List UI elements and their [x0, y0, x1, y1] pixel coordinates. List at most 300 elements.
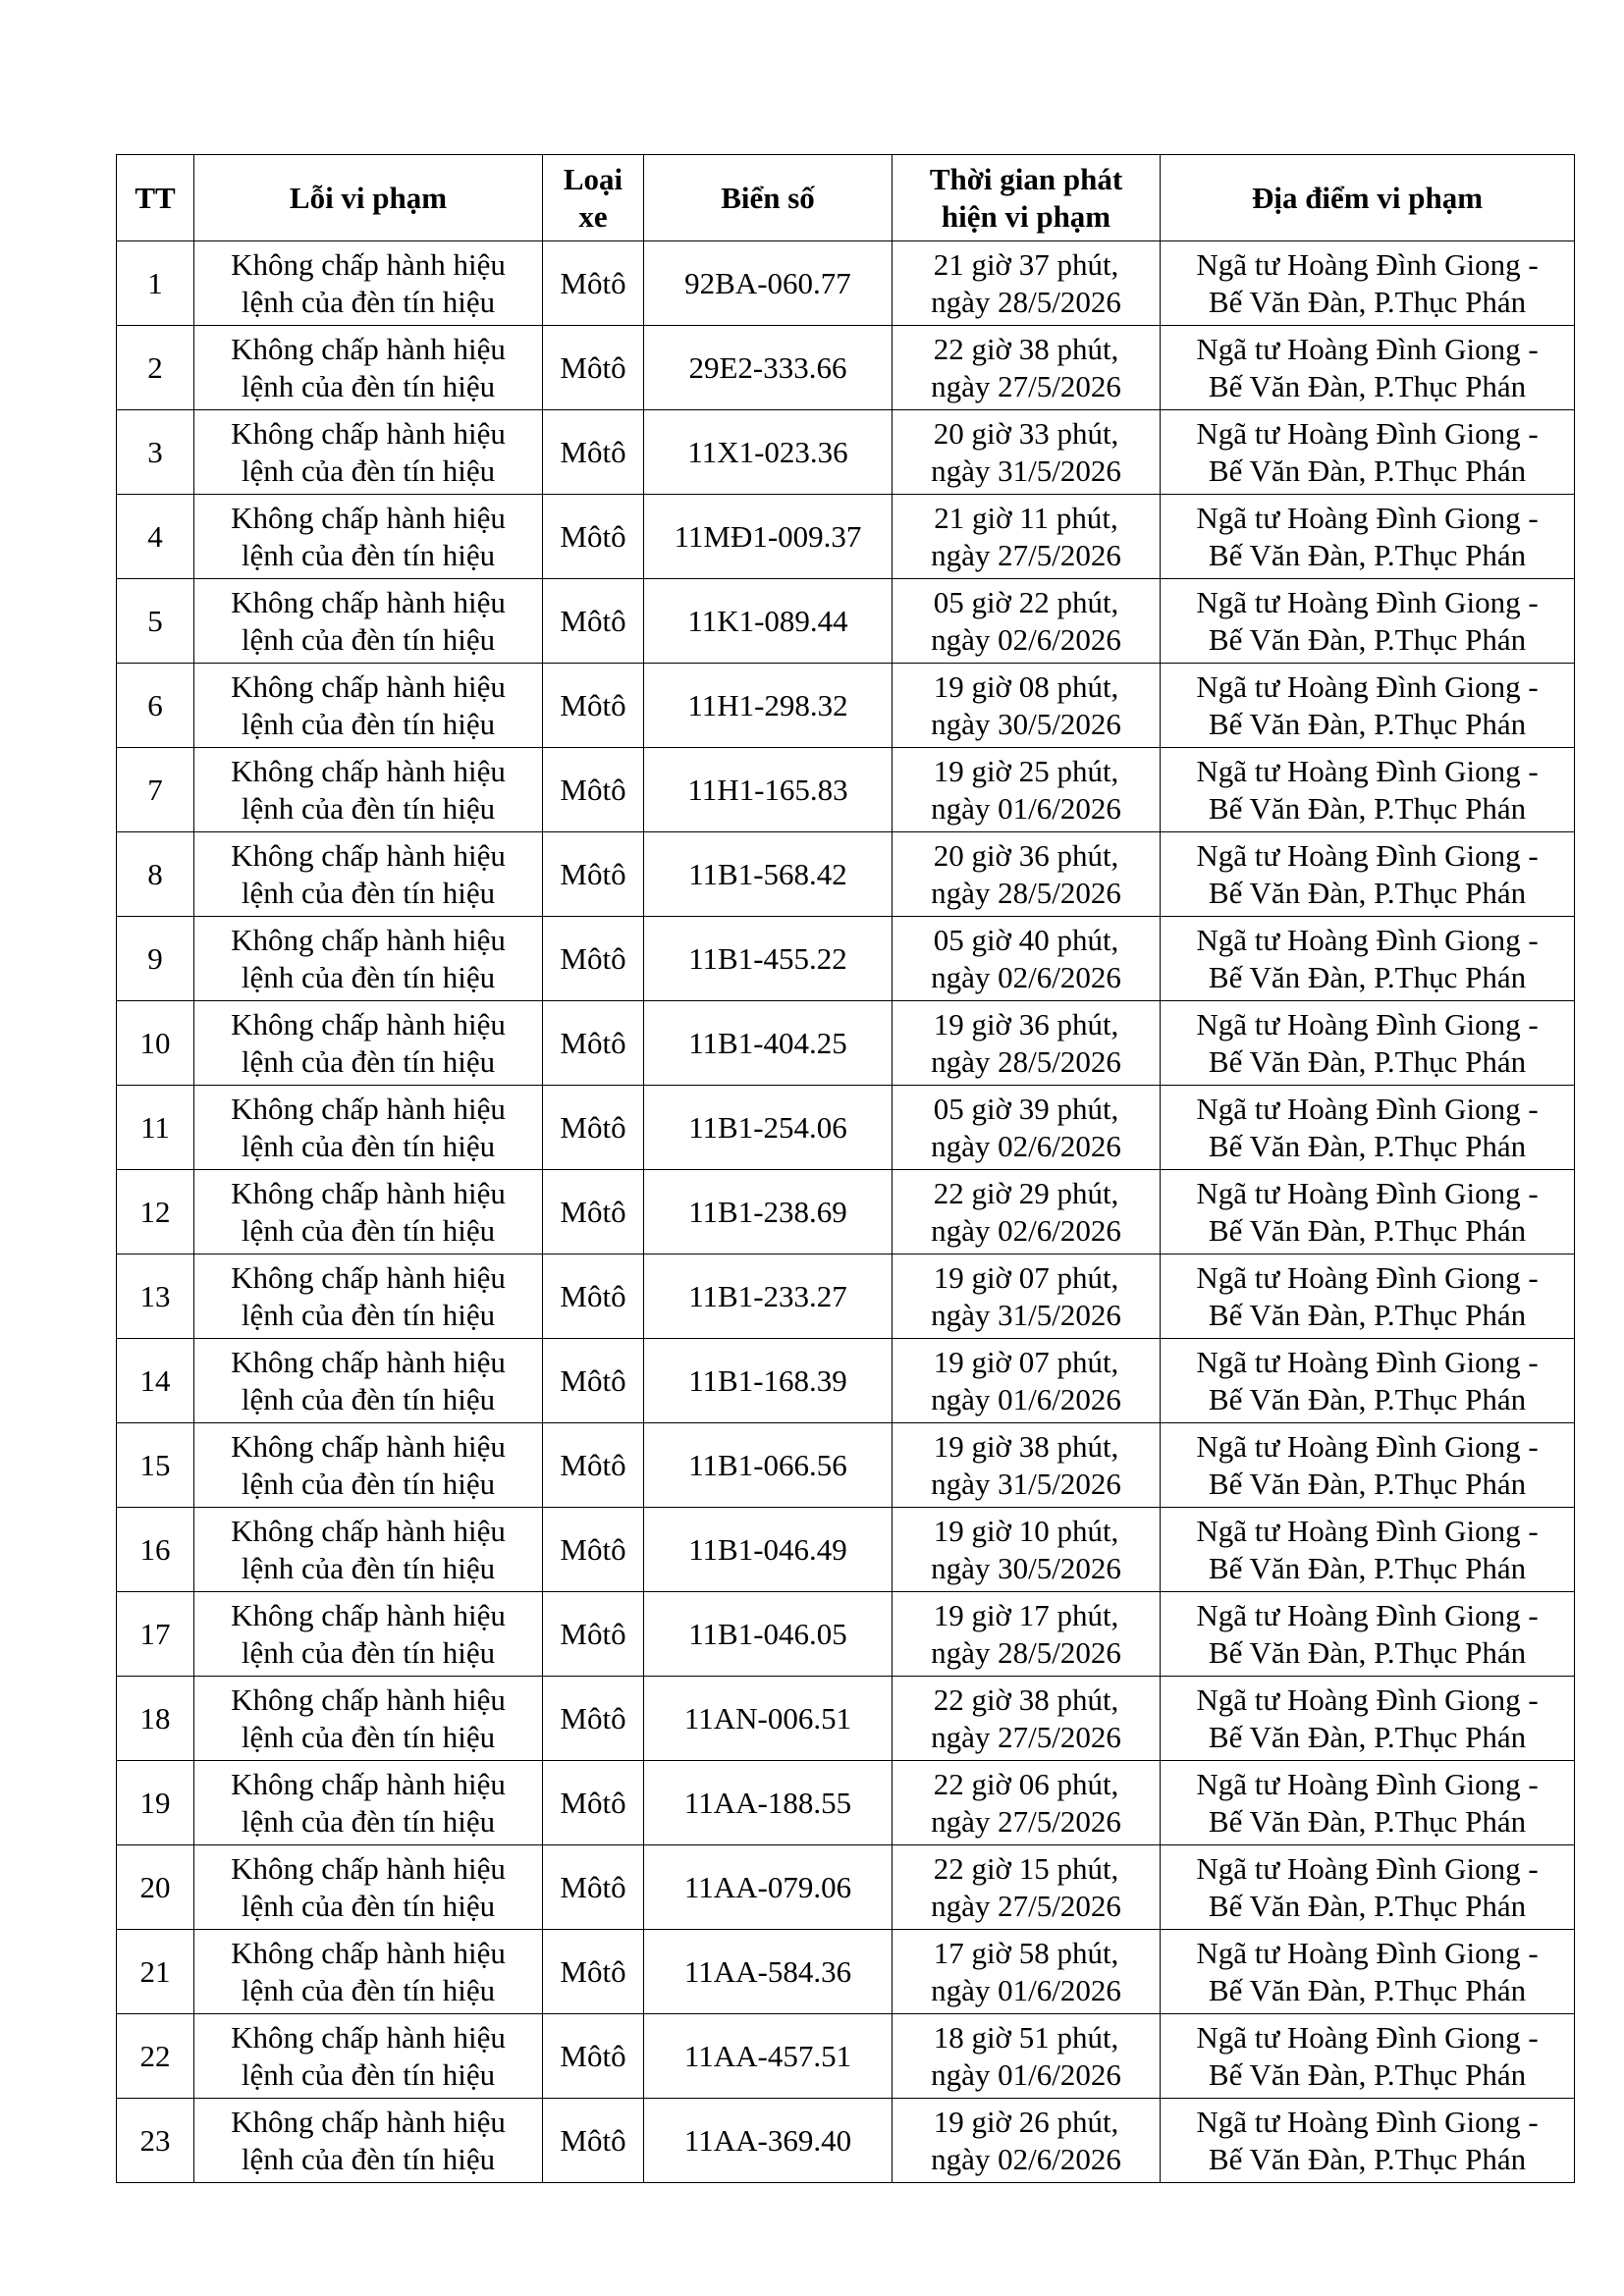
cell-loi-vi-pham-line-2: lệnh của đèn tín hiệu [241, 1297, 496, 1332]
cell-dia-diem [1161, 410, 1575, 495]
cell-loi-vi-pham-line-2: lệnh của đèn tín hiệu [241, 368, 496, 403]
cell-dia-diem-line-1: Ngã tư Hoàng Đình Giong - [1196, 753, 1539, 788]
cell-thoi-gian-line-2: ngày 30/5/2026 [931, 1550, 1121, 1585]
cell-loai-xe: Môtô [543, 748, 644, 832]
cell-dia-diem-line-2: Bế Văn Đàn, P.Thục Phán [1208, 1128, 1527, 1163]
cell-loi-vi-pham-line-2: lệnh của đèn tín hiệu [241, 790, 496, 826]
cell-bien-so: 11AA-079.06 [644, 1845, 893, 1930]
cell-thoi-gian-line-1: 22 giờ 06 phút, [933, 1766, 1119, 1801]
cell-dia-diem-line-2: Bế Văn Đàn, P.Thục Phán [1208, 1719, 1527, 1754]
cell-loai-xe: Môtô [543, 1592, 644, 1677]
cell-loi-vi-pham [194, 1592, 543, 1677]
cell-loi-vi-pham-line-1: Không chấp hành hiệu [231, 2019, 506, 2055]
cell-thoi-gian-line-1: 22 giờ 15 phút, [933, 1850, 1119, 1886]
cell-loi-vi-pham [194, 1677, 543, 1761]
cell-thoi-gian [893, 748, 1161, 832]
cell-loai-xe: Môtô [543, 1423, 644, 1508]
cell-loi-vi-pham-line-2: lệnh của đèn tín hiệu [241, 1212, 496, 1248]
cell-dia-diem [1161, 1170, 1575, 1255]
cell-dia-diem-line-1: Ngã tư Hoàng Đình Giong - [1196, 2019, 1539, 2055]
cell-tt: 17 [117, 1592, 194, 1677]
cell-tt: 19 [117, 1761, 194, 1845]
cell-bien-so: 11AA-369.40 [644, 2099, 893, 2183]
cell-loi-vi-pham-line-2: lệnh của đèn tín hiệu [241, 959, 496, 994]
cell-bien-so: 11B1-404.25 [644, 1001, 893, 1086]
cell-thoi-gian-line-1: 19 giờ 10 phút, [933, 1513, 1119, 1548]
cell-dia-diem-line-1: Ngã tư Hoàng Đình Giong - [1196, 1766, 1539, 1801]
cell-thoi-gian-line-2: ngày 02/6/2026 [931, 2141, 1121, 2176]
cell-loi-vi-pham-line-1: Không chấp hành hiệu [231, 922, 506, 957]
table-row [117, 1761, 1575, 1845]
cell-loi-vi-pham [194, 1001, 543, 1086]
cell-thoi-gian [893, 1508, 1161, 1592]
cell-loi-vi-pham-line-1: Không chấp hành hiệu [231, 1091, 506, 1126]
cell-tt: 9 [117, 917, 194, 1001]
cell-dia-diem-line-2: Bế Văn Đàn, P.Thục Phán [1208, 453, 1527, 488]
cell-thoi-gian-line-2: ngày 02/6/2026 [931, 959, 1121, 994]
cell-dia-diem-line-1: Ngã tư Hoàng Đình Giong - [1196, 1344, 1539, 1379]
header-thoi-gian-line-1: Thời gian phát [929, 161, 1123, 196]
cell-loi-vi-pham [194, 579, 543, 664]
cell-thoi-gian-line-1: 19 giờ 07 phút, [933, 1259, 1119, 1295]
cell-thoi-gian [893, 1255, 1161, 1339]
cell-loai-xe: Môtô [543, 1508, 644, 1592]
cell-bien-so: 11B1-455.22 [644, 917, 893, 1001]
header-tt: TT [117, 155, 194, 241]
cell-loai-xe: Môtô [543, 1170, 644, 1255]
table-row [117, 917, 1575, 1001]
cell-bien-so: 11H1-165.83 [644, 748, 893, 832]
cell-thoi-gian-line-2: ngày 27/5/2026 [931, 1719, 1121, 1754]
cell-loi-vi-pham-line-2: lệnh của đèn tín hiệu [241, 453, 496, 488]
cell-thoi-gian-line-1: 19 giờ 25 phút, [933, 753, 1119, 788]
cell-loai-xe: Môtô [543, 1930, 644, 2014]
cell-bien-so: 11B1-233.27 [644, 1255, 893, 1339]
cell-thoi-gian-line-2: ngày 01/6/2026 [931, 2056, 1121, 2092]
cell-dia-diem-line-1: Ngã tư Hoàng Đình Giong - [1196, 1006, 1539, 1041]
cell-loi-vi-pham-line-2: lệnh của đèn tín hiệu [241, 537, 496, 572]
cell-loi-vi-pham-line-2: lệnh của đèn tín hiệu [241, 1043, 496, 1079]
cell-loi-vi-pham [194, 1845, 543, 1930]
cell-thoi-gian [893, 1423, 1161, 1508]
cell-thoi-gian-line-2: ngày 01/6/2026 [931, 1972, 1121, 2007]
cell-tt: 6 [117, 664, 194, 748]
cell-dia-diem [1161, 1086, 1575, 1170]
cell-tt: 13 [117, 1255, 194, 1339]
cell-dia-diem-line-2: Bế Văn Đàn, P.Thục Phán [1208, 1043, 1527, 1079]
cell-thoi-gian [893, 1677, 1161, 1761]
cell-loai-xe: Môtô [543, 1677, 644, 1761]
cell-loai-xe: Môtô [543, 1255, 644, 1339]
cell-dia-diem [1161, 748, 1575, 832]
violations-table [116, 154, 1575, 2183]
table-row [117, 1086, 1575, 1170]
cell-dia-diem-line-1: Ngã tư Hoàng Đình Giong - [1196, 584, 1539, 619]
cell-bien-so: 11B1-238.69 [644, 1170, 893, 1255]
cell-thoi-gian-line-1: 05 giờ 39 phút, [933, 1091, 1119, 1126]
cell-bien-so: 11B1-046.05 [644, 1592, 893, 1677]
cell-loi-vi-pham-line-1: Không chấp hành hiệu [231, 1766, 506, 1801]
cell-dia-diem [1161, 1255, 1575, 1339]
cell-loai-xe: Môtô [543, 495, 644, 579]
header-loai-xe-line-1: Loại [563, 161, 623, 196]
cell-dia-diem-line-1: Ngã tư Hoàng Đình Giong - [1196, 1935, 1539, 1970]
cell-bien-so: 11K1-089.44 [644, 579, 893, 664]
cell-dia-diem-line-2: Bế Văn Đàn, P.Thục Phán [1208, 621, 1527, 657]
cell-loi-vi-pham-line-1: Không chấp hành hiệu [231, 753, 506, 788]
header-loi-vi-pham: Lỗi vi phạm [194, 155, 543, 241]
cell-bien-so: 11B1-568.42 [644, 832, 893, 917]
cell-loi-vi-pham-line-1: Không chấp hành hiệu [231, 1935, 506, 1970]
cell-dia-diem [1161, 326, 1575, 410]
cell-thoi-gian-line-1: 05 giờ 22 phút, [933, 584, 1119, 619]
cell-loi-vi-pham-line-1: Không chấp hành hiệu [231, 837, 506, 873]
cell-loi-vi-pham-line-1: Không chấp hành hiệu [231, 415, 506, 451]
cell-thoi-gian-line-2: ngày 31/5/2026 [931, 1297, 1121, 1332]
cell-loi-vi-pham [194, 495, 543, 579]
cell-thoi-gian-line-1: 18 giờ 51 phút, [933, 2019, 1119, 2055]
table-body [117, 241, 1575, 2183]
cell-thoi-gian-line-1: 22 giờ 38 phút, [933, 331, 1119, 366]
cell-loi-vi-pham [194, 748, 543, 832]
cell-loi-vi-pham [194, 1086, 543, 1170]
table-row [117, 1001, 1575, 1086]
cell-thoi-gian-line-1: 20 giờ 36 phút, [933, 837, 1119, 873]
cell-tt: 11 [117, 1086, 194, 1170]
cell-dia-diem [1161, 579, 1575, 664]
cell-dia-diem [1161, 1845, 1575, 1930]
cell-loi-vi-pham [194, 917, 543, 1001]
cell-thoi-gian-line-1: 20 giờ 33 phút, [933, 415, 1119, 451]
cell-loai-xe: Môtô [543, 326, 644, 410]
cell-loi-vi-pham-line-1: Không chấp hành hiệu [231, 584, 506, 619]
cell-loi-vi-pham [194, 241, 543, 326]
cell-loi-vi-pham-line-2: lệnh của đèn tín hiệu [241, 875, 496, 910]
cell-dia-diem [1161, 495, 1575, 579]
cell-bien-so: 11AA-188.55 [644, 1761, 893, 1845]
cell-loi-vi-pham [194, 664, 543, 748]
cell-thoi-gian [893, 1001, 1161, 1086]
cell-tt: 7 [117, 748, 194, 832]
cell-tt: 5 [117, 579, 194, 664]
cell-dia-diem-line-1: Ngã tư Hoàng Đình Giong - [1196, 1850, 1539, 1886]
cell-dia-diem-line-1: Ngã tư Hoàng Đình Giong - [1196, 1175, 1539, 1210]
cell-loi-vi-pham-line-1: Không chấp hành hiệu [231, 1259, 506, 1295]
table-row [117, 1677, 1575, 1761]
cell-loi-vi-pham-line-2: lệnh của đèn tín hiệu [241, 1888, 496, 1923]
cell-dia-diem-line-2: Bế Văn Đàn, P.Thục Phán [1208, 1297, 1527, 1332]
cell-thoi-gian-line-2: ngày 28/5/2026 [931, 1043, 1121, 1079]
cell-dia-diem-line-2: Bế Văn Đàn, P.Thục Phán [1208, 959, 1527, 994]
cell-thoi-gian [893, 1845, 1161, 1930]
header-thoi-gian [893, 155, 1161, 241]
table-row [117, 241, 1575, 326]
cell-thoi-gian-line-2: ngày 02/6/2026 [931, 1212, 1121, 1248]
cell-dia-diem-line-1: Ngã tư Hoàng Đình Giong - [1196, 668, 1539, 704]
cell-thoi-gian-line-2: ngày 28/5/2026 [931, 284, 1121, 319]
cell-thoi-gian-line-2: ngày 27/5/2026 [931, 537, 1121, 572]
cell-thoi-gian [893, 664, 1161, 748]
cell-loai-xe: Môtô [543, 579, 644, 664]
cell-bien-so: 11B1-046.49 [644, 1508, 893, 1592]
cell-dia-diem-line-1: Ngã tư Hoàng Đình Giong - [1196, 1428, 1539, 1464]
cell-thoi-gian-line-1: 21 giờ 37 phút, [933, 246, 1119, 282]
cell-tt: 8 [117, 832, 194, 917]
cell-thoi-gian [893, 917, 1161, 1001]
cell-loi-vi-pham-line-2: lệnh của đèn tín hiệu [241, 1466, 496, 1501]
cell-loi-vi-pham-line-1: Không chấp hành hiệu [231, 668, 506, 704]
cell-bien-so: 11B1-254.06 [644, 1086, 893, 1170]
cell-loai-xe: Môtô [543, 1845, 644, 1930]
cell-dia-diem-line-1: Ngã tư Hoàng Đình Giong - [1196, 1091, 1539, 1126]
cell-dia-diem-line-2: Bế Văn Đàn, P.Thục Phán [1208, 1212, 1527, 1248]
cell-bien-so: 11X1-023.36 [644, 410, 893, 495]
table-row [117, 1845, 1575, 1930]
cell-tt: 20 [117, 1845, 194, 1930]
cell-dia-diem-line-1: Ngã tư Hoàng Đình Giong - [1196, 331, 1539, 366]
cell-tt: 10 [117, 1001, 194, 1086]
cell-dia-diem-line-2: Bế Văn Đàn, P.Thục Phán [1208, 2056, 1527, 2092]
cell-dia-diem [1161, 1677, 1575, 1761]
cell-dia-diem-line-2: Bế Văn Đàn, P.Thục Phán [1208, 368, 1527, 403]
cell-loi-vi-pham-line-1: Không chấp hành hiệu [231, 1597, 506, 1632]
cell-dia-diem-line-1: Ngã tư Hoàng Đình Giong - [1196, 922, 1539, 957]
cell-thoi-gian-line-1: 21 giờ 11 phút, [934, 500, 1118, 535]
cell-bien-so: 11AA-584.36 [644, 1930, 893, 2014]
cell-tt: 16 [117, 1508, 194, 1592]
cell-loi-vi-pham-line-1: Không chấp hành hiệu [231, 1428, 506, 1464]
cell-tt: 18 [117, 1677, 194, 1761]
cell-loi-vi-pham-line-2: lệnh của đèn tín hiệu [241, 1719, 496, 1754]
cell-thoi-gian-line-1: 19 giờ 08 phút, [933, 668, 1119, 704]
cell-dia-diem [1161, 1930, 1575, 2014]
cell-dia-diem-line-2: Bế Văn Đàn, P.Thục Phán [1208, 1550, 1527, 1585]
cell-loai-xe: Môtô [543, 1001, 644, 1086]
cell-thoi-gian [893, 1170, 1161, 1255]
cell-dia-diem [1161, 1508, 1575, 1592]
cell-dia-diem-line-2: Bế Văn Đàn, P.Thục Phán [1208, 1381, 1527, 1416]
cell-tt: 14 [117, 1339, 194, 1423]
cell-tt: 1 [117, 241, 194, 326]
cell-thoi-gian [893, 241, 1161, 326]
cell-thoi-gian-line-2: ngày 27/5/2026 [931, 1803, 1121, 1839]
cell-loi-vi-pham-line-1: Không chấp hành hiệu [231, 1175, 506, 1210]
cell-thoi-gian-line-1: 22 giờ 38 phút, [933, 1682, 1119, 1717]
cell-thoi-gian [893, 326, 1161, 410]
cell-dia-diem-line-2: Bế Văn Đàn, P.Thục Phán [1208, 1972, 1527, 2007]
cell-bien-so: 11AA-457.51 [644, 2014, 893, 2099]
cell-dia-diem [1161, 1339, 1575, 1423]
cell-loi-vi-pham [194, 326, 543, 410]
cell-tt: 4 [117, 495, 194, 579]
cell-thoi-gian-line-2: ngày 30/5/2026 [931, 706, 1121, 741]
cell-thoi-gian-line-2: ngày 01/6/2026 [931, 1381, 1121, 1416]
cell-loi-vi-pham [194, 1930, 543, 2014]
cell-dia-diem [1161, 1423, 1575, 1508]
cell-tt: 23 [117, 2099, 194, 2183]
cell-loi-vi-pham-line-1: Không chấp hành hiệu [231, 1850, 506, 1886]
cell-loi-vi-pham-line-1: Không chấp hành hiệu [231, 2104, 506, 2139]
cell-thoi-gian [893, 1592, 1161, 1677]
cell-loi-vi-pham [194, 2014, 543, 2099]
table-row [117, 832, 1575, 917]
cell-bien-so: 92BA-060.77 [644, 241, 893, 326]
table-row [117, 495, 1575, 579]
cell-dia-diem-line-2: Bế Văn Đàn, P.Thục Phán [1208, 1466, 1527, 1501]
cell-thoi-gian-line-1: 05 giờ 40 phút, [933, 922, 1119, 957]
table-row [117, 579, 1575, 664]
table-header-row [117, 155, 1575, 241]
cell-thoi-gian [893, 2099, 1161, 2183]
cell-loai-xe: Môtô [543, 410, 644, 495]
cell-dia-diem-line-1: Ngã tư Hoàng Đình Giong - [1196, 1597, 1539, 1632]
cell-dia-diem-line-1: Ngã tư Hoàng Đình Giong - [1196, 1259, 1539, 1295]
cell-loai-xe: Môtô [543, 2099, 644, 2183]
cell-dia-diem-line-1: Ngã tư Hoàng Đình Giong - [1196, 1682, 1539, 1717]
cell-loi-vi-pham-line-1: Không chấp hành hiệu [231, 331, 506, 366]
cell-thoi-gian [893, 1930, 1161, 2014]
cell-loi-vi-pham-line-2: lệnh của đèn tín hiệu [241, 2141, 496, 2176]
table-row [117, 1170, 1575, 1255]
table-row [117, 410, 1575, 495]
cell-loai-xe: Môtô [543, 2014, 644, 2099]
cell-thoi-gian-line-2: ngày 31/5/2026 [931, 453, 1121, 488]
cell-dia-diem [1161, 1761, 1575, 1845]
cell-loi-vi-pham [194, 410, 543, 495]
cell-dia-diem-line-2: Bế Văn Đàn, P.Thục Phán [1208, 284, 1527, 319]
cell-dia-diem-line-1: Ngã tư Hoàng Đình Giong - [1196, 500, 1539, 535]
cell-tt: 12 [117, 1170, 194, 1255]
cell-dia-diem-line-1: Ngã tư Hoàng Đình Giong - [1196, 1513, 1539, 1548]
cell-loi-vi-pham-line-1: Không chấp hành hiệu [231, 1513, 506, 1548]
cell-bien-so: 11B1-066.56 [644, 1423, 893, 1508]
cell-bien-so: 11B1-168.39 [644, 1339, 893, 1423]
table-row [117, 1255, 1575, 1339]
table-row [117, 1592, 1575, 1677]
cell-thoi-gian-line-2: ngày 28/5/2026 [931, 875, 1121, 910]
cell-loi-vi-pham [194, 1255, 543, 1339]
cell-bien-so: 11H1-298.32 [644, 664, 893, 748]
cell-loai-xe: Môtô [543, 917, 644, 1001]
header-bien-so: Biển số [644, 155, 893, 241]
cell-loai-xe: Môtô [543, 664, 644, 748]
cell-loi-vi-pham-line-1: Không chấp hành hiệu [231, 1344, 506, 1379]
table-row [117, 1339, 1575, 1423]
cell-dia-diem [1161, 664, 1575, 748]
cell-dia-diem-line-1: Ngã tư Hoàng Đình Giong - [1196, 837, 1539, 873]
table-row [117, 748, 1575, 832]
cell-dia-diem [1161, 2014, 1575, 2099]
table-row [117, 1930, 1575, 2014]
cell-dia-diem [1161, 2099, 1575, 2183]
cell-loi-vi-pham-line-2: lệnh của đèn tín hiệu [241, 1550, 496, 1585]
cell-dia-diem-line-1: Ngã tư Hoàng Đình Giong - [1196, 2104, 1539, 2139]
cell-tt: 3 [117, 410, 194, 495]
cell-dia-diem-line-1: Ngã tư Hoàng Đình Giong - [1196, 415, 1539, 451]
cell-loi-vi-pham [194, 1508, 543, 1592]
header-loai-xe [543, 155, 644, 241]
cell-thoi-gian [893, 832, 1161, 917]
cell-loi-vi-pham [194, 1423, 543, 1508]
cell-loi-vi-pham-line-2: lệnh của đèn tín hiệu [241, 2056, 496, 2092]
cell-thoi-gian-line-1: 17 giờ 58 phút, [933, 1935, 1119, 1970]
header-loai-xe-line-2: xe [578, 198, 608, 234]
header-dia-diem: Địa điểm vi phạm [1161, 155, 1575, 241]
cell-bien-so: 29E2-333.66 [644, 326, 893, 410]
cell-loi-vi-pham [194, 2099, 543, 2183]
cell-loi-vi-pham [194, 1761, 543, 1845]
cell-thoi-gian-line-2: ngày 02/6/2026 [931, 1128, 1121, 1163]
cell-loi-vi-pham [194, 1170, 543, 1255]
cell-loai-xe: Môtô [543, 241, 644, 326]
cell-thoi-gian-line-2: ngày 27/5/2026 [931, 368, 1121, 403]
cell-thoi-gian [893, 410, 1161, 495]
cell-loai-xe: Môtô [543, 1339, 644, 1423]
table-row [117, 2099, 1575, 2183]
cell-loi-vi-pham-line-2: lệnh của đèn tín hiệu [241, 1972, 496, 2007]
cell-tt: 22 [117, 2014, 194, 2099]
cell-thoi-gian [893, 1761, 1161, 1845]
cell-loi-vi-pham-line-2: lệnh của đèn tín hiệu [241, 1634, 496, 1670]
cell-dia-diem-line-2: Bế Văn Đàn, P.Thục Phán [1208, 1634, 1527, 1670]
table-row [117, 326, 1575, 410]
cell-thoi-gian [893, 495, 1161, 579]
header-thoi-gian-line-2: hiện vi phạm [941, 198, 1111, 234]
table-row [117, 2014, 1575, 2099]
cell-loi-vi-pham-line-2: lệnh của đèn tín hiệu [241, 1128, 496, 1163]
cell-dia-diem-line-2: Bế Văn Đàn, P.Thục Phán [1208, 1803, 1527, 1839]
cell-loi-vi-pham-line-2: lệnh của đèn tín hiệu [241, 1803, 496, 1839]
cell-dia-diem [1161, 1592, 1575, 1677]
cell-thoi-gian-line-1: 19 giờ 26 phút, [933, 2104, 1119, 2139]
cell-loai-xe: Môtô [543, 1086, 644, 1170]
cell-thoi-gian-line-2: ngày 28/5/2026 [931, 1634, 1121, 1670]
table-row [117, 664, 1575, 748]
cell-dia-diem-line-2: Bế Văn Đàn, P.Thục Phán [1208, 2141, 1527, 2176]
cell-loi-vi-pham [194, 1339, 543, 1423]
cell-loi-vi-pham-line-2: lệnh của đèn tín hiệu [241, 706, 496, 741]
cell-dia-diem [1161, 1001, 1575, 1086]
cell-thoi-gian [893, 2014, 1161, 2099]
cell-loi-vi-pham-line-2: lệnh của đèn tín hiệu [241, 1381, 496, 1416]
cell-loi-vi-pham-line-2: lệnh của đèn tín hiệu [241, 284, 496, 319]
cell-dia-diem-line-2: Bế Văn Đàn, P.Thục Phán [1208, 706, 1527, 741]
cell-thoi-gian [893, 579, 1161, 664]
cell-thoi-gian-line-1: 22 giờ 29 phút, [933, 1175, 1119, 1210]
cell-loi-vi-pham-line-1: Không chấp hành hiệu [231, 246, 506, 282]
cell-thoi-gian-line-1: 19 giờ 36 phút, [933, 1006, 1119, 1041]
cell-bien-so: 11MĐ1-009.37 [644, 495, 893, 579]
cell-tt: 21 [117, 1930, 194, 2014]
cell-dia-diem [1161, 832, 1575, 917]
cell-loai-xe: Môtô [543, 1761, 644, 1845]
cell-dia-diem-line-2: Bế Văn Đàn, P.Thục Phán [1208, 790, 1527, 826]
cell-thoi-gian [893, 1086, 1161, 1170]
cell-dia-diem [1161, 917, 1575, 1001]
cell-thoi-gian-line-2: ngày 01/6/2026 [931, 790, 1121, 826]
cell-dia-diem-line-2: Bế Văn Đàn, P.Thục Phán [1208, 875, 1527, 910]
cell-thoi-gian-line-1: 19 giờ 07 phút, [933, 1344, 1119, 1379]
cell-loi-vi-pham-line-1: Không chấp hành hiệu [231, 1682, 506, 1717]
cell-thoi-gian-line-2: ngày 02/6/2026 [931, 621, 1121, 657]
cell-dia-diem-line-2: Bế Văn Đàn, P.Thục Phán [1208, 537, 1527, 572]
table-row [117, 1508, 1575, 1592]
cell-loi-vi-pham-line-2: lệnh của đèn tín hiệu [241, 621, 496, 657]
cell-tt: 15 [117, 1423, 194, 1508]
table-row [117, 1423, 1575, 1508]
cell-loai-xe: Môtô [543, 832, 644, 917]
cell-thoi-gian-line-2: ngày 27/5/2026 [931, 1888, 1121, 1923]
